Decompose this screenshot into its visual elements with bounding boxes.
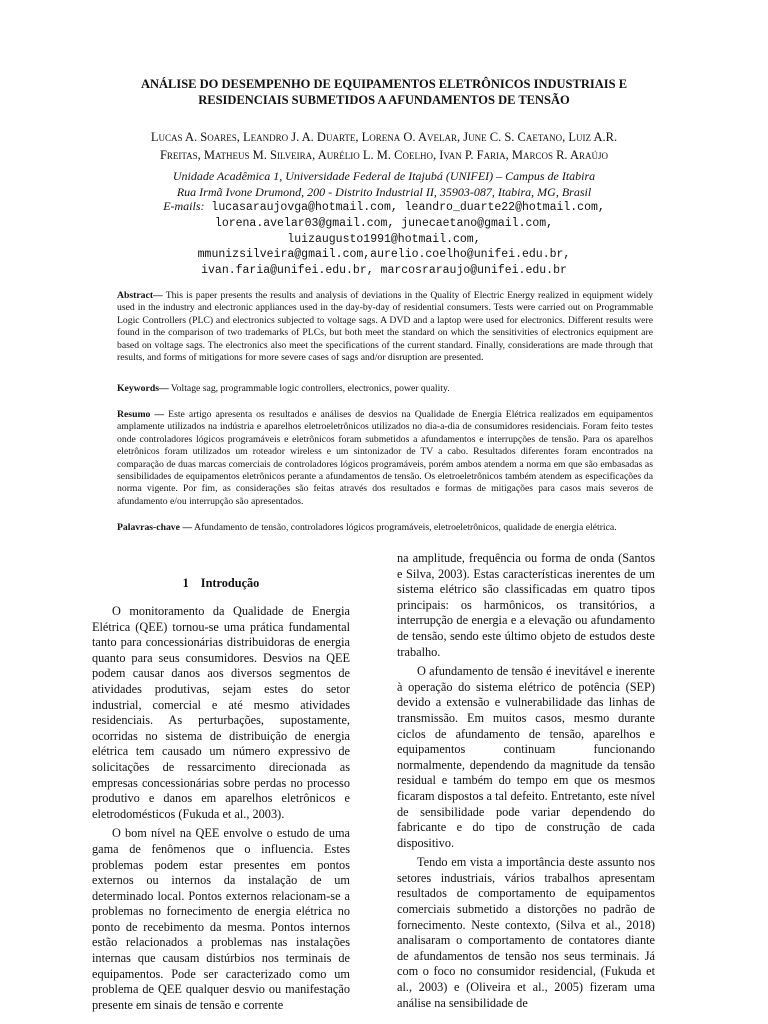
emails-line-3: luizaugusto1991@hotmail.com,: [287, 232, 481, 246]
email-list: [60, 199, 708, 279]
authors-line-2: Freitas, Matheus M. Silveira, Aurélio L. M. Coelho, Ivan P. Faria, Marcos R. Araújo: [159, 148, 609, 162]
palavras-label: Palavras-chave —: [117, 522, 193, 533]
emails-line-5: ivan.faria@unifei.edu.br, marcosraraujo@unifei.edu.br: [201, 264, 567, 278]
resumo-label: Resumo —: [117, 409, 165, 420]
emails-line-2: lorena.avelar03@gmail.com, junecaetano@gmail.com,: [214, 216, 554, 230]
intro-paragraph-2: O bom nível na QEE envolve o estudo de uma gama de fenômenos que o influencia. Estes problemas podem estar presentes em pontos externos ou internos da instalação de um determinado local. Pontos externos relacionam-se a problemas no fornecimento de energia elétrica no ponto de recebimento da mesma. Pontos internos estão relacionados a problemas nas instalações internas que causam distúrbios nos terminais de equipamentos. Pode ser caracterizado como um problema de QEE qualquer desvio ou manifestação presente em sinais de tensão e corrente: [92, 826, 350, 1012]
keywords-text: Voltage sag, programmable logic controllers, electronics, power quality.: [168, 383, 450, 394]
abstract: [117, 290, 653, 364]
section-heading: [92, 576, 350, 591]
intro-paragraph-1: O monitoramento da Qualidade de Energia Elétrica (QEE) tornou-se uma prática fundamental tanto para concessionárias distribuidoras de energia quanto para seus consumidores. Desvios na QEE podem causar danos aos diversos segmentos de atividades produtivas, sejam estes do setor industrial, comercial e até mesmo atividades residenciais. As perturbações, supostamente, ocorridas no sistema de distribuição de energia elétrica tem causado um número expressivo de solicitações de ressarcimento direcionada as empresas concessionárias sobre perdas no processo produtivo e danos em aparelhos eletrônicos e eletrodomésticos (Fukuda et al., 2003).: [92, 604, 350, 821]
keywords: [117, 383, 653, 395]
authors-line-1: Lucas A. Soares, Leandro J. A. Duarte, Lorena O. Avelar, June C. S. Caetano, Luiz A.R.: [150, 130, 618, 144]
emails-label: E-mails:: [163, 199, 205, 213]
paper-title: [60, 76, 708, 108]
intro-paragraph-continued: na amplitude, frequência ou forma de onda (Santos e Silva, 2003). Estas características inerentes de um sistema elétrico são classificadas em quatro tipos principais: os harmônicos, os transitórios, a interrupção de energia e a elevação ou afundamento de tensão, sendo este último objeto de estudos deste trabalho.: [397, 551, 655, 659]
section-title: Introdução: [200, 576, 260, 590]
affiliation: [60, 168, 708, 200]
right-column: [397, 551, 655, 1011]
section-number: 1: [182, 576, 189, 590]
palavras-chave: [117, 522, 653, 534]
emails-line-1: lucasaraujovga@hotmail.com, leandro_duarte22@hotmail.com,: [211, 201, 605, 214]
title-line-1: ANÁLISE DO DESEMPENHO DE EQUIPAMENTOS ELETRÔNICOS INDUSTRIAIS E: [140, 77, 628, 91]
abstract-text: This is paper presents the results and analysis of deviations in the Quality of Electric Energy realized in equipment widely used in the industry and electronic appliances used in the day-by-day of residential consumers. Tests were carried out on Programmable Logic Controllers (PLC) and electronics subjected to voltage sags. A DVD and a laptop were used for electronics. Different results were found in the comparison of two trademarks of PLCs, but both meet the standard on which the sensitivities of electronics equipment are based on voltage sags. The electronics also meet the specifications of the current standard. Finally, considerations are made through that results, and forms of mitigations for more severe cases of sags and/or disruption are presented.: [117, 290, 653, 364]
left-column: [92, 604, 350, 1013]
emails-line-4: mmunizsilveira@gmail.com,aurelio.coelho@unifei.edu.br,: [197, 248, 571, 262]
resumo-text: Este artigo apresenta os resultados e análises de desvios na Qualidade de Energia Elétrica realizados em equipamentos amplamente utilizados na indústria e aparelhos eletroeletrônicos utilizados no dia-a-dia de consumidores residenciais. Foram feito testes onde controladores lógicos programáveis e eletrônicos foram submetidos a afundamentos e interrupções de tensão. Para os aparelhos eletrônicos foram utilizados um roteador wireless e um sintonizador de TV a cabo. Resultados diferentes foram encontrados na comparação de duas marcas comerciais de controladores lógicos programáveis, porém ambos atendem a norma em que são embasadas as sensibilidades de equipamentos eletrônicos perante a afundamentos de tensão. Os eletroeletrônicos também atendem as especificações da norma vigente. Por fim, as considerações são feitas através dos resultados e formas de mitigações para casos mais severos de afundamento e/ou interrupção são apresentados.: [117, 409, 653, 507]
affiliation-line-1: Unidade Acadêmica 1, Universidade Federal de Itajubá (UNIFEI) – Campus de Itabira: [172, 169, 596, 183]
author-list: [60, 128, 708, 164]
resumo: [117, 409, 653, 508]
title-line-2: RESIDENCIAIS SUBMETIDOS A AFUNDAMENTOS DE TENSÃO: [198, 93, 570, 107]
abstract-label: Abstract—: [117, 290, 163, 301]
palavras-text: Afundamento de tensão, controladores lógicos programáveis, eletroeletrônicos, qualidade de energia elétrica.: [192, 522, 617, 533]
intro-paragraph-3: O afundamento de tensão é inevitável e inerente à operação do sistema elétrico de potência (SEP) devido a extensão e vulnerabilidade das linhas de transmissão. Em muitos casos, mesmo durante ciclos de afundamento de tensão, aparelhos e equipamentos continuam funcionando normalmente, dependendo da magnitude da tensão residual e também do tempo em que os mesmos ficaram dispostos a tal defeito. Entretanto, este nível de sensibilidade pode variar dependendo do fabricante e do tipo de construção de cada dispositivo.: [397, 664, 655, 850]
keywords-label: Keywords—: [117, 383, 169, 394]
intro-paragraph-4: Tendo em vista a importância deste assunto nos setores industriais, vários trabalhos apresentam resultados de comportamento de equipamentos comerciais submetido a distorções no padrão de fornecimento. Neste contexto, (Silva et al., 2018) analisaram o comportamento de contatores diante de afundamentos de tensão nos seus terminais. Já com o foco no consumidor residencial, (Fukuda et al., 2003) e (Oliveira et al., 2005) fizeram uma análise na sensibilidade de: [397, 855, 655, 1010]
affiliation-line-2: Rua Irmã Ivone Drumond, 200 - Distrito Industrial II, 35903-087, Itabira, MG, Brasil: [176, 185, 592, 199]
